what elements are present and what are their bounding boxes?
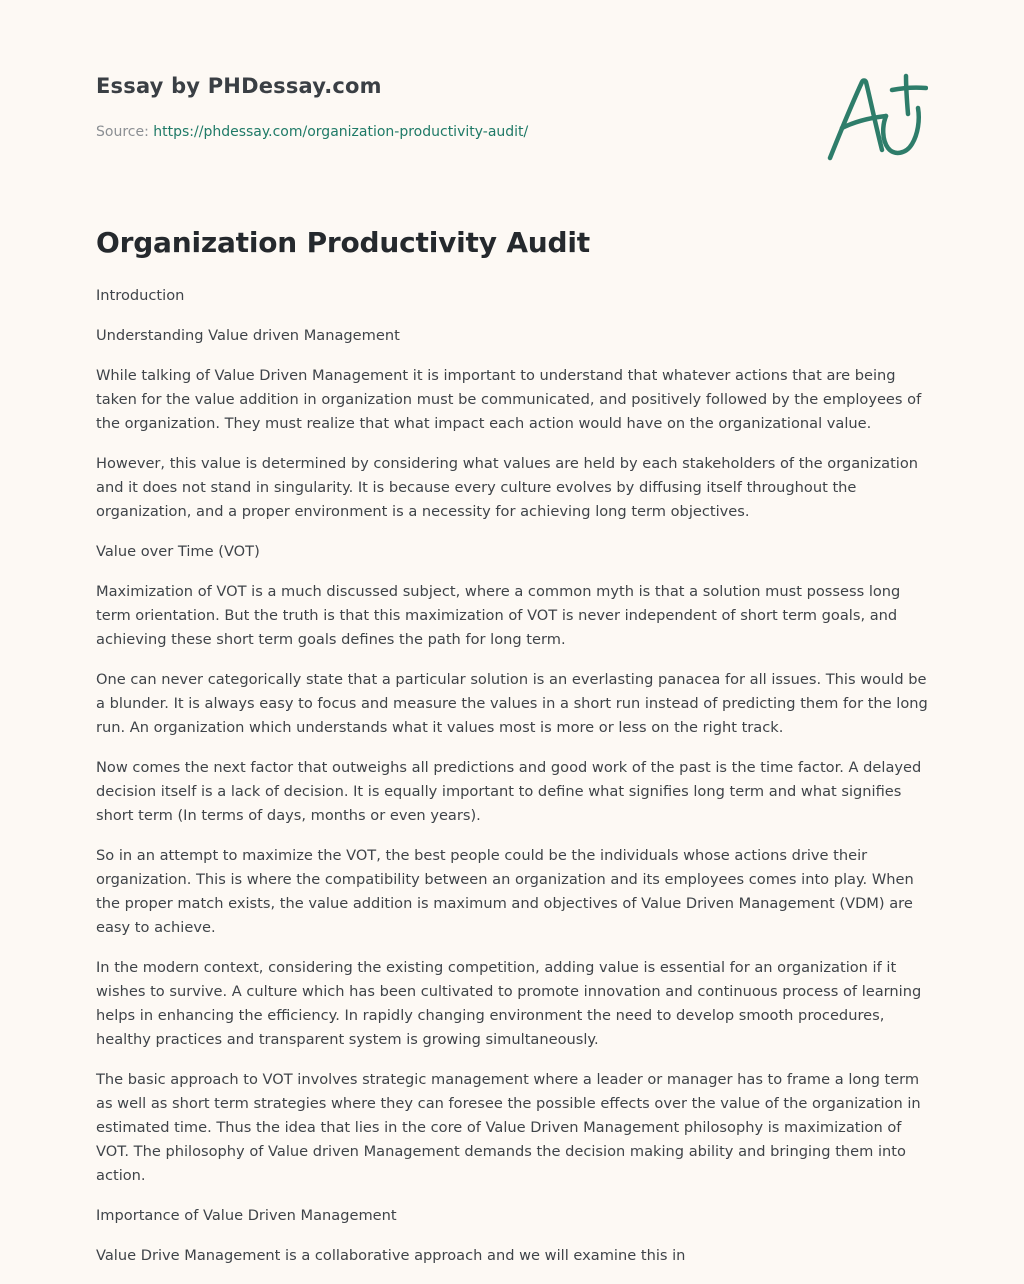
site-header [96,74,928,140]
paragraph: However, this value is determined by considering what values are held by each stakeholders of the organization and it does not stand in singularity. It is because every culture evolves by diffusing itself throughout the organization, and a proper environment is a necessity for achieving long term objectives. [96,455,919,520]
source-line [96,124,528,140]
essay-title: Organization Productivity Audit [96,226,590,259]
paragraph: Now comes the next factor that outweighs all predictions and good work of the past is the time factor. A delayed decision itself is a lack of decision. It is equally important to define what signifies long term and what signifies short term (In terms of days, months or even years). [96,759,922,824]
source-label: Source: [96,124,149,140]
essay-body [96,284,928,1284]
source-link[interactable]: https://phdessay.com/organization-productivity-audit/ [153,124,529,140]
section-heading-introduction: Introduction [96,287,185,304]
paragraph: One can never categorically state that a particular solution is an everlasting panacea for all issues. This would be a blunder. It is always easy to focus and measure the values in a short run instead of predicting them for the long run. An organization which understands what it values most is more or less on the right track. [96,671,928,736]
paragraph: Value Drive Management is a collaborative approach and we will examine this in [96,1247,686,1264]
section-heading-vot: Value over Time (VOT) [96,543,260,560]
section-heading-understanding-vdm: Understanding Value driven Management [96,327,400,344]
paragraph: The basic approach to VOT involves strategic management where a leader or manager has to frame a long term as well as short term strategies where they can foresee the possible effects over the value of the organization in estimated time. Thus the idea that lies in the core of Value Driven Management philosophy is maximization of VOT. The philosophy of Value driven Management demands the decision making ability and bringing them into action. [96,1071,921,1184]
a-plus-logo-icon [822,68,928,164]
paragraph: While talking of Value Driven Management it is important to understand that whatever actions that are being taken for the value addition in organization must be communicated, and positively followed by the employees of the organization. They must realize that what impact each action would have on the organizational value. [96,367,922,432]
site-brand: Essay by PHDessay.com [96,74,382,98]
paragraph: So in an attempt to maximize the VOT, the best people could be the individuals whose actions drive their organization. This is where the compatibility between an organization and its employees comes into play. When the proper match exists, the value addition is maximum and objectives of Value Driven Management (VDM) are easy to achieve. [96,847,914,936]
paragraph: In the modern context, considering the existing competition, adding value is essential for an organization if it wishes to survive. A culture which has been cultivated to promote innovation and continuous process of learning helps in enhancing the efficiency. In rapidly changing environment the need to develop smooth procedures, healthy practices and transparent system is growing simultaneously. [96,959,922,1048]
section-heading-importance-vdm: Importance of Value Driven Management [96,1207,397,1224]
paragraph: Maximization of VOT is a much discussed subject, where a common myth is that a solution must possess long term orientation. But the truth is that this maximization of VOT is never independent of short term goals, and achieving these short term goals defines the path for long term. [96,583,901,648]
